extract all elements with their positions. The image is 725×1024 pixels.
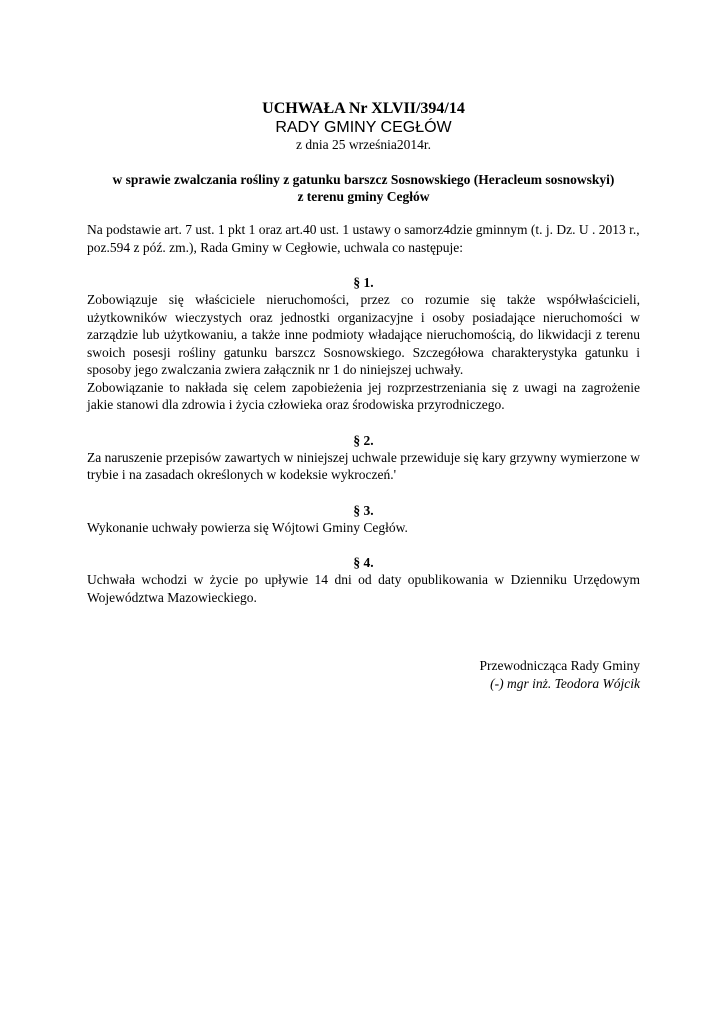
section-2-heading: § 2.	[353, 432, 374, 448]
signature-block	[480, 657, 640, 692]
signature-role: Przewodnicząca Rady Gminy	[479, 658, 640, 673]
document-page	[87, 100, 640, 606]
section-4-heading: § 4.	[353, 555, 374, 570]
subject-line-2: z terenu gminy Cegłów	[297, 189, 430, 204]
legal-basis: Na podstawie art. 7 ust. 1 pkt 1 oraz art.40 ust. 1 ustawy o samorz4dzie gminnym (t. j. Dz. U . 2013 r., poz.594 z póź. zm.), Rada Gminy w Cegłowie, uchwala co następuje:	[87, 222, 640, 255]
section-3-paragraph: Wykonanie uchwały powierza się Wójtowi Gminy Cegłów.	[87, 519, 408, 535]
resolution-title: UCHWAŁA Nr XLVII/394/14	[262, 100, 465, 117]
section-4-paragraph: Uchwała wchodzi w życie po upływie 14 dni od daty opublikowania w Dzienniku Urzędowym Województwa Mazowieckiego.	[87, 572, 640, 605]
council-name: RADY GMINY CEGŁÓW	[275, 119, 452, 136]
section-1-paragraph-1: Zobowiązuje się właściciele nieruchomości, przez co rozumie się także współwłaścicieli, użytkowników wieczystych oraz jednostki organizacyjne i osoby posiadające nieruchomości w zarządzie lub użytkowaniu, a także inne podmioty władające nieruchomością, do likwidacji z terenu swoich posesji rośliny gatunku barszcz Sosnowskiego. Szczegółowa charakterystyka gatunku i sposoby jego zwalczania zwiera załącznik nr 1 do niniejszej uchwały.	[87, 292, 640, 377]
section-1-heading: § 1.	[353, 275, 374, 290]
resolution-subject	[87, 171, 640, 205]
section-2-paragraph: Za naruszenie przepisów zawartych w niniejszej uchwale przewiduje się kary grzywny wymierzone w trybie i na zasadach określonych w kodeksie wykroczeń.'	[87, 449, 640, 482]
signature-name: (-) mgr inż. Teodora Wójcik	[490, 675, 640, 691]
resolution-date: z dnia 25 września2014r.	[296, 137, 431, 152]
section-3-heading: § 3.	[353, 502, 374, 518]
subject-line-1: w sprawie zwalczania rośliny z gatunku barszcz Sosnowskiego (Heracleum sosnowskyi)	[112, 172, 615, 187]
section-1-paragraph-2: Zobowiązanie to nakłada się celem zapobieżenia jej rozprzestrzeniania się z uwagi na zagrożenie jakie stanowi dla zdrowia i życia człowieka oraz środowiska przyrodniczego.	[87, 379, 640, 412]
